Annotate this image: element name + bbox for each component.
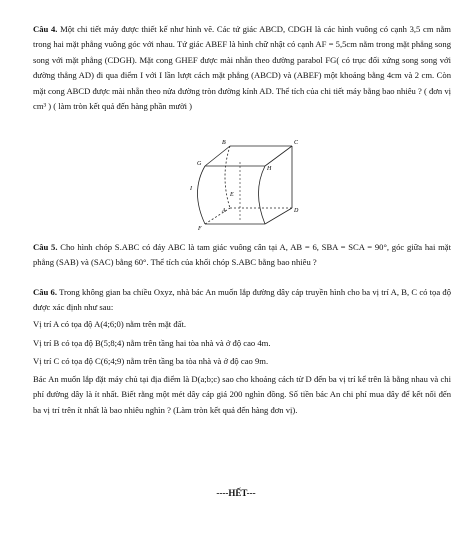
label-D: D: [294, 208, 299, 214]
question-4-label: Câu 4.: [33, 24, 58, 34]
question-4: [33, 22, 451, 114]
label-G: G: [197, 161, 202, 167]
label-H: H: [267, 166, 272, 172]
question-6-intro: [33, 285, 451, 316]
edge-f-a-hidden: [205, 208, 230, 224]
position-c: Vị trí C có tọa độ C(6;4;9) nằm trên tầng ba tòa nhà và ở độ cao 9m.: [33, 356, 269, 366]
end-marker: ----HẾT---: [216, 488, 256, 498]
label-B: B: [222, 140, 226, 146]
curve-he: [259, 166, 266, 224]
question-6-label: Câu 6.: [33, 287, 57, 297]
question-6-intro-text: Trong không gian ba chiều Oxyz, nhà bác An muốn lắp đường dây cáp truyền hình cho ba vị trí A, B, C có tọa độ được xác định như sau:: [33, 287, 451, 313]
question-5-label: Câu 5.: [33, 242, 58, 252]
edge-c-h: [265, 146, 292, 166]
label-E: E: [230, 192, 234, 198]
position-b: Vị trí B có tọa độ B(5;8;4) nằm trên tầng hai tòa nhà và ở độ cao 4m.: [33, 338, 271, 348]
curve-gf: [198, 166, 206, 224]
label-F: F: [198, 226, 202, 232]
question-6-body: Bác An muốn lắp đặt máy chủ tại địa điểm là D(a;b;c) sao cho khoảng cách từ D đến ba vị trí kể trên là bằng nhau và chi phí đường dây là ít nhất. Biết rằng một mét dây cáp giá 200 nghìn đồng. Số tiền bác An chi phí mua dây để kết nối đến ba vị trí trên ít nhất là bao nhiêu nghìn ? (Làm tròn kết quả đến hàng đơn vị).: [33, 374, 451, 415]
curve-bA-hidden: [225, 146, 230, 208]
label-A: A: [222, 208, 226, 214]
question-4-text: Một chi tiết máy được thiết kế như hình vẽ. Các tứ giác ABCD, CDGH là các hình vuông có cạnh 3,5 cm nằm trong hai mặt phẳng vuông góc với nhau. Tứ giác ABEF là hình chữ nhật có cạnh AF = 5,5cm nằm trong mặt phẳng song song với mặt phẳng (CDGH). Mặt cong GHEF được mài nhẵn theo đường parabol FG( có trục đối xứng song song với đường thẳng AD) đi qua điểm I với I lần lượt cách mặt phẳng (ABCD) và (ABEF) một khoảng bằng 4cm và 2 cm. Còn mặt cong ABCD được mài nhẵn theo nửa đường tròn đường kính AD. Thể tích của chi tiết máy bằng bao nhiêu ? ( đơn vị cm³ ) ( làm tròn kết quả đến hàng phần mười ): [33, 24, 451, 112]
position-a: Vị trí A có tọa độ A(4;6;0) nằm trên mặt đất.: [33, 319, 186, 329]
label-C: C: [294, 140, 299, 146]
question-5: [33, 240, 451, 271]
edge-e-d: [265, 208, 292, 224]
machine-part-figure: [160, 132, 330, 232]
label-I: I: [190, 186, 192, 192]
question-5-text: Cho hình chóp S.ABC có đáy ABC là tam giác vuông cân tại A, AB = 6, SBA = SCA = 90°, góc giữa hai mặt phẳng (SAB) và (SAC) bằng 60°. Thể tích của khối chóp S.ABC bằng bao nhiêu ?: [33, 242, 451, 268]
